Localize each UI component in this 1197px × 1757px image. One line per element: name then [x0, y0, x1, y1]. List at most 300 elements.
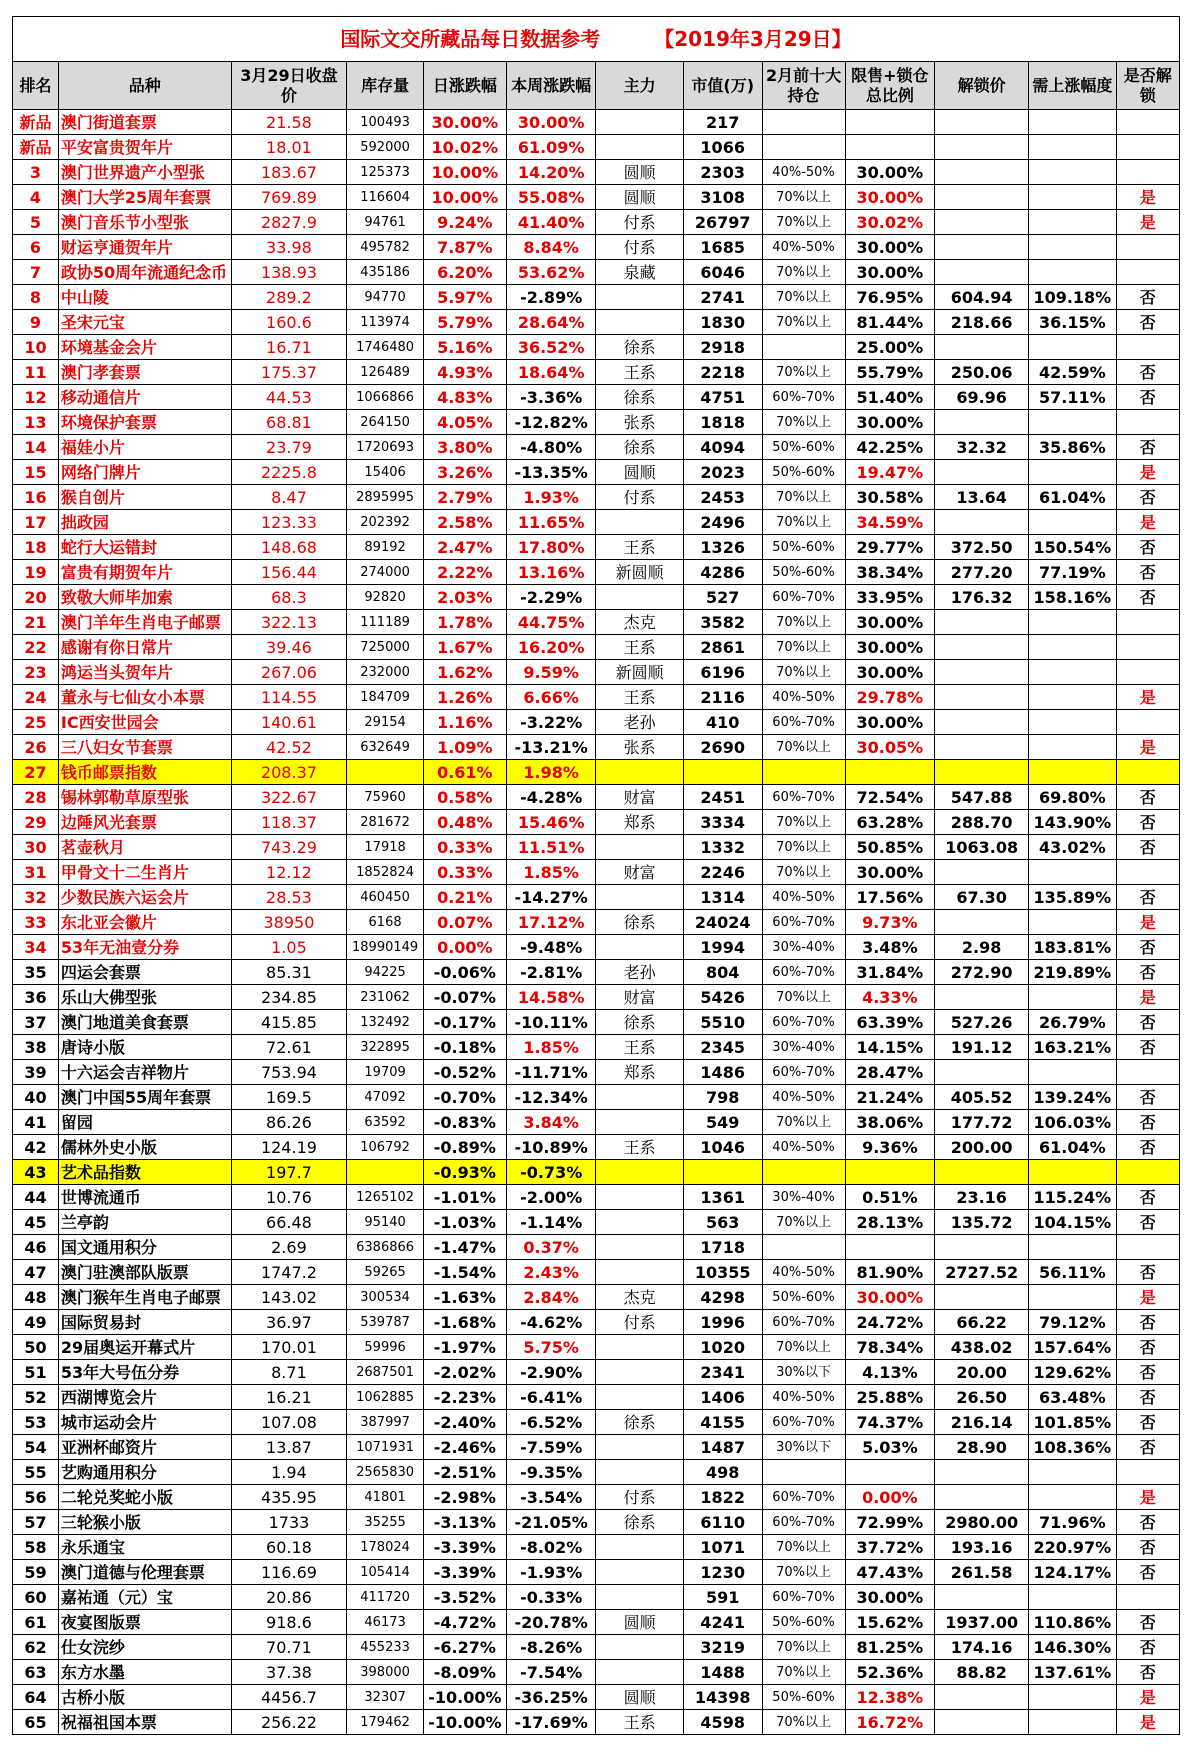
- cell-hold: 40%-50%: [762, 1135, 845, 1160]
- cell-main: [596, 1160, 683, 1185]
- cell-need: 163.21%: [1029, 1035, 1116, 1060]
- table-row: [13, 985, 1180, 1010]
- cell-ratio: 33.95%: [845, 585, 935, 610]
- cell-ratio: 30.00%: [845, 410, 935, 435]
- cell-main: [596, 1560, 683, 1585]
- cell-cap: 1314: [683, 885, 762, 910]
- column-header: 本周涨跌幅: [506, 62, 596, 110]
- cell-main: [596, 1235, 683, 1260]
- cell-name: 甲骨文十二生肖片: [58, 860, 231, 885]
- cell-main: 王系: [596, 535, 683, 560]
- cell-price: 743.29: [231, 835, 347, 860]
- cell-ratio: 30.00%: [845, 660, 935, 685]
- cell-cap: 1071: [683, 1535, 762, 1560]
- cell-hold: 60%-70%: [762, 1485, 845, 1510]
- cell-cap: 5426: [683, 985, 762, 1010]
- cell-unlocked: [1116, 760, 1179, 785]
- cell-main: 财富: [596, 860, 683, 885]
- cell-weekly: 9.59%: [506, 660, 596, 685]
- cell-stock: 387997: [347, 1410, 423, 1435]
- table-row: [13, 535, 1180, 560]
- cell-rank: 10: [13, 335, 59, 360]
- cell-name: 三八妇女节套票: [58, 735, 231, 760]
- cell-unlocked: 否: [1116, 485, 1179, 510]
- cell-main: 老孙: [596, 710, 683, 735]
- table-row: [13, 1710, 1180, 1735]
- cell-main: 郑系: [596, 1060, 683, 1085]
- table-row: [13, 210, 1180, 235]
- data-table: [12, 16, 1180, 1735]
- table-row: [13, 1635, 1180, 1660]
- cell-cap: 1718: [683, 1235, 762, 1260]
- cell-rank: 62: [13, 1635, 59, 1660]
- cell-name: 鸿运当头贺年片: [58, 660, 231, 685]
- cell-name: IC西安世园会: [58, 710, 231, 735]
- cell-stock: 1062885: [347, 1385, 423, 1410]
- cell-hold: 30%-40%: [762, 935, 845, 960]
- cell-ratio: 51.40%: [845, 385, 935, 410]
- cell-hold: 60%-70%: [762, 910, 845, 935]
- cell-rank: 53: [13, 1410, 59, 1435]
- cell-unlock: 28.90: [935, 1435, 1029, 1460]
- cell-hold: 70%以上: [762, 310, 845, 335]
- cell-rank: 20: [13, 585, 59, 610]
- cell-rank: 13: [13, 410, 59, 435]
- cell-unlocked: [1116, 710, 1179, 735]
- cell-name: 艺购通用积分: [58, 1460, 231, 1485]
- cell-daily: 5.16%: [423, 335, 506, 360]
- cell-unlocked: 否: [1116, 1385, 1179, 1410]
- cell-weekly: -20.78%: [506, 1610, 596, 1635]
- cell-main: 杰克: [596, 1285, 683, 1310]
- cell-weekly: 61.09%: [506, 135, 596, 160]
- cell-rank: 45: [13, 1210, 59, 1235]
- cell-daily: 3.26%: [423, 460, 506, 485]
- cell-hold: 30%-40%: [762, 1185, 845, 1210]
- cell-unlocked: 否: [1116, 1610, 1179, 1635]
- cell-cap: 26797: [683, 210, 762, 235]
- cell-name: 兰亭韵: [58, 1210, 231, 1235]
- cell-cap: 2218: [683, 360, 762, 385]
- cell-price: 138.93: [231, 260, 347, 285]
- table-row: [13, 335, 1180, 360]
- cell-main: 徐系: [596, 910, 683, 935]
- cell-ratio: 0.51%: [845, 1185, 935, 1210]
- cell-weekly: -21.05%: [506, 1510, 596, 1535]
- cell-name: 环境基金会片: [58, 335, 231, 360]
- table-row: [13, 685, 1180, 710]
- table-row: [13, 1360, 1180, 1385]
- cell-ratio: 74.37%: [845, 1410, 935, 1435]
- cell-ratio: 30.00%: [845, 610, 935, 635]
- cell-main: [596, 835, 683, 860]
- cell-unlocked: 否: [1116, 1260, 1179, 1285]
- cell-name: 国际贸易封: [58, 1310, 231, 1335]
- cell-daily: 2.47%: [423, 535, 506, 560]
- cell-weekly: 17.12%: [506, 910, 596, 935]
- cell-daily: 5.79%: [423, 310, 506, 335]
- cell-stock: 63592: [347, 1110, 423, 1135]
- column-header: 市值(万): [683, 62, 762, 110]
- cell-main: 泉藏: [596, 260, 683, 285]
- cell-daily: -0.17%: [423, 1010, 506, 1035]
- cell-rank: 23: [13, 660, 59, 685]
- column-header: 排名: [13, 62, 59, 110]
- cell-unlock: [935, 1160, 1029, 1185]
- cell-need: [1029, 610, 1116, 635]
- table-row: [13, 1660, 1180, 1685]
- cell-daily: 6.20%: [423, 260, 506, 285]
- column-header: 日涨跌幅: [423, 62, 506, 110]
- table-row: [13, 1135, 1180, 1160]
- cell-weekly: 3.84%: [506, 1110, 596, 1135]
- cell-daily: -1.97%: [423, 1335, 506, 1360]
- cell-rank: 60: [13, 1585, 59, 1610]
- cell-stock: 274000: [347, 560, 423, 585]
- table-row: [13, 860, 1180, 885]
- cell-unlock: [935, 135, 1029, 160]
- cell-name: 锡林郭勒草原型张: [58, 785, 231, 810]
- cell-stock: 184709: [347, 685, 423, 710]
- cell-name: 四运会套票: [58, 960, 231, 985]
- table-row: [13, 735, 1180, 760]
- cell-hold: [762, 1160, 845, 1185]
- cell-ratio: 30.58%: [845, 485, 935, 510]
- cell-hold: 70%以上: [762, 1710, 845, 1735]
- cell-rank: 16: [13, 485, 59, 510]
- cell-need: [1029, 1585, 1116, 1610]
- cell-stock: [347, 1160, 423, 1185]
- cell-ratio: 25.88%: [845, 1385, 935, 1410]
- cell-stock: 322895: [347, 1035, 423, 1060]
- cell-hold: 60%-70%: [762, 785, 845, 810]
- cell-need: 219.89%: [1029, 960, 1116, 985]
- cell-daily: -6.27%: [423, 1635, 506, 1660]
- cell-ratio: 37.72%: [845, 1535, 935, 1560]
- cell-weekly: -2.29%: [506, 585, 596, 610]
- cell-main: [596, 1435, 683, 1460]
- cell-stock: 232000: [347, 660, 423, 685]
- cell-weekly: 2.84%: [506, 1285, 596, 1310]
- cell-weekly: -3.36%: [506, 385, 596, 410]
- cell-price: 28.53: [231, 885, 347, 910]
- cell-rank: 43: [13, 1160, 59, 1185]
- cell-stock: 1265102: [347, 1185, 423, 1210]
- cell-daily: 2.79%: [423, 485, 506, 510]
- cell-rank: 63: [13, 1660, 59, 1685]
- cell-unlocked: 否: [1116, 1110, 1179, 1135]
- cell-stock: 35255: [347, 1510, 423, 1535]
- cell-unlock: 135.72: [935, 1210, 1029, 1235]
- cell-unlocked: 否: [1116, 1185, 1179, 1210]
- table-row: [13, 160, 1180, 185]
- table-row: [13, 1235, 1180, 1260]
- cell-unlocked: 否: [1116, 385, 1179, 410]
- cell-need: 104.15%: [1029, 1210, 1116, 1235]
- cell-unlock: 200.00: [935, 1135, 1029, 1160]
- cell-daily: -2.46%: [423, 1435, 506, 1460]
- cell-weekly: -0.33%: [506, 1585, 596, 1610]
- cell-stock: 300534: [347, 1285, 423, 1310]
- cell-main: 徐系: [596, 435, 683, 460]
- cell-daily: 5.97%: [423, 285, 506, 310]
- cell-hold: 60%-70%: [762, 710, 845, 735]
- cell-cap: 3219: [683, 1635, 762, 1660]
- table-row: [13, 935, 1180, 960]
- cell-unlock: 13.64: [935, 485, 1029, 510]
- column-header: 3月29日收盘价: [231, 62, 347, 110]
- cell-hold: 60%-70%: [762, 385, 845, 410]
- cell-main: 财富: [596, 985, 683, 1010]
- cell-weekly: 8.84%: [506, 235, 596, 260]
- cell-weekly: -0.73%: [506, 1160, 596, 1185]
- table-row: [13, 110, 1180, 135]
- cell-daily: -0.93%: [423, 1160, 506, 1185]
- cell-unlock: [935, 1585, 1029, 1610]
- cell-price: 1733: [231, 1510, 347, 1535]
- cell-unlocked: 否: [1116, 535, 1179, 560]
- cell-rank: 64: [13, 1685, 59, 1710]
- cell-unlock: 66.22: [935, 1310, 1029, 1335]
- cell-unlock: [935, 660, 1029, 685]
- cell-daily: 0.21%: [423, 885, 506, 910]
- cell-unlocked: 是: [1116, 510, 1179, 535]
- cell-weekly: -10.11%: [506, 1010, 596, 1035]
- cell-weekly: 5.75%: [506, 1335, 596, 1360]
- cell-hold: 70%以上: [762, 360, 845, 385]
- table-row: [13, 1185, 1180, 1210]
- cell-rank: 39: [13, 1060, 59, 1085]
- cell-price: 267.06: [231, 660, 347, 685]
- cell-stock: 15406: [347, 460, 423, 485]
- cell-rank: 46: [13, 1235, 59, 1260]
- cell-price: 1.94: [231, 1460, 347, 1485]
- cell-unlock: 32.32: [935, 435, 1029, 460]
- cell-unlocked: [1116, 635, 1179, 660]
- cell-hold: 50%-60%: [762, 535, 845, 560]
- cell-unlocked: [1116, 660, 1179, 685]
- cell-ratio: 42.25%: [845, 435, 935, 460]
- cell-unlocked: [1116, 1235, 1179, 1260]
- cell-weekly: -6.52%: [506, 1410, 596, 1435]
- cell-rank: 57: [13, 1510, 59, 1535]
- cell-main: [596, 1535, 683, 1560]
- cell-weekly: -2.81%: [506, 960, 596, 985]
- cell-cap: 2341: [683, 1360, 762, 1385]
- cell-daily: 0.61%: [423, 760, 506, 785]
- cell-weekly: -2.90%: [506, 1360, 596, 1385]
- cell-stock: 18990149: [347, 935, 423, 960]
- cell-unlock: [935, 735, 1029, 760]
- cell-hold: 50%-60%: [762, 1685, 845, 1710]
- cell-ratio: 15.62%: [845, 1610, 935, 1635]
- cell-need: [1029, 685, 1116, 710]
- cell-weekly: 11.65%: [506, 510, 596, 535]
- cell-rank: 37: [13, 1010, 59, 1035]
- cell-unlocked: [1116, 135, 1179, 160]
- cell-unlock: [935, 410, 1029, 435]
- cell-name: 圣宋元宝: [58, 310, 231, 335]
- cell-unlock: 1937.00: [935, 1610, 1029, 1635]
- table-row: [13, 510, 1180, 535]
- cell-stock: 113974: [347, 310, 423, 335]
- cell-rank: 22: [13, 635, 59, 660]
- cell-price: 769.89: [231, 185, 347, 210]
- cell-main: 新圆顺: [596, 660, 683, 685]
- cell-stock: 460450: [347, 885, 423, 910]
- cell-name: 城市运动会片: [58, 1410, 231, 1435]
- cell-daily: -2.23%: [423, 1385, 506, 1410]
- cell-hold: 70%以上: [762, 1560, 845, 1585]
- cell-price: 256.22: [231, 1710, 347, 1735]
- cell-unlock: 2727.52: [935, 1260, 1029, 1285]
- cell-unlocked: 否: [1116, 1510, 1179, 1535]
- cell-need: 43.02%: [1029, 835, 1116, 860]
- cell-unlock: 604.94: [935, 285, 1029, 310]
- cell-need: [1029, 910, 1116, 935]
- cell-hold: 50%-60%: [762, 460, 845, 485]
- cell-unlock: 20.00: [935, 1360, 1029, 1385]
- cell-main: 圆顺: [596, 160, 683, 185]
- cell-stock: 539787: [347, 1310, 423, 1335]
- cell-unlocked: 否: [1116, 1135, 1179, 1160]
- cell-name: 猴自创片: [58, 485, 231, 510]
- cell-hold: 40%-50%: [762, 235, 845, 260]
- cell-need: 36.15%: [1029, 310, 1116, 335]
- cell-rank: 41: [13, 1110, 59, 1135]
- cell-ratio: [845, 1160, 935, 1185]
- cell-stock: 94225: [347, 960, 423, 985]
- cell-need: 146.30%: [1029, 1635, 1116, 1660]
- cell-unlock: [935, 1235, 1029, 1260]
- cell-stock: 178024: [347, 1535, 423, 1560]
- cell-unlock: 191.12: [935, 1035, 1029, 1060]
- cell-need: 56.11%: [1029, 1260, 1116, 1285]
- cell-cap: 4094: [683, 435, 762, 460]
- cell-main: [596, 1660, 683, 1685]
- cell-name: 祝福祖国本票: [58, 1710, 231, 1735]
- cell-price: 123.33: [231, 510, 347, 535]
- cell-daily: 0.58%: [423, 785, 506, 810]
- cell-unlock: 250.06: [935, 360, 1029, 385]
- cell-hold: 70%以上: [762, 1535, 845, 1560]
- cell-price: 435.95: [231, 1485, 347, 1510]
- cell-daily: -0.07%: [423, 985, 506, 1010]
- cell-unlocked: [1116, 235, 1179, 260]
- cell-hold: 70%以上: [762, 510, 845, 535]
- cell-rank: 29: [13, 810, 59, 835]
- cell-unlocked: 否: [1116, 1310, 1179, 1335]
- cell-cap: 2861: [683, 635, 762, 660]
- cell-unlocked: 是: [1116, 1710, 1179, 1735]
- cell-price: 4456.7: [231, 1685, 347, 1710]
- cell-rank: 4: [13, 185, 59, 210]
- cell-main: [596, 935, 683, 960]
- cell-ratio: 81.44%: [845, 310, 935, 335]
- cell-daily: 4.93%: [423, 360, 506, 385]
- cell-cap: 1996: [683, 1310, 762, 1335]
- cell-cap: 1230: [683, 1560, 762, 1585]
- table-row: [13, 1110, 1180, 1135]
- cell-weekly: -2.89%: [506, 285, 596, 310]
- cell-main: 徐系: [596, 1510, 683, 1535]
- cell-hold: 70%以上: [762, 1110, 845, 1135]
- cell-cap: 527: [683, 585, 762, 610]
- cell-name: 二轮兑奖蛇小版: [58, 1485, 231, 1510]
- cell-rank: 40: [13, 1085, 59, 1110]
- cell-stock: [347, 760, 423, 785]
- cell-stock: 59265: [347, 1260, 423, 1285]
- cell-unlock: [935, 460, 1029, 485]
- cell-cap: 4286: [683, 560, 762, 585]
- cell-need: 108.36%: [1029, 1435, 1116, 1460]
- table-row: [13, 635, 1180, 660]
- cell-weekly: 1.93%: [506, 485, 596, 510]
- cell-weekly: -1.14%: [506, 1210, 596, 1235]
- cell-weekly: 41.40%: [506, 210, 596, 235]
- table-row: [13, 410, 1180, 435]
- cell-ratio: [845, 135, 935, 160]
- cell-cap: 1020: [683, 1335, 762, 1360]
- column-header: 限售+锁仓总比例: [845, 62, 935, 110]
- cell-rank: 42: [13, 1135, 59, 1160]
- cell-unlock: 216.14: [935, 1410, 1029, 1435]
- table-row: [13, 185, 1180, 210]
- cell-price: 2225.8: [231, 460, 347, 485]
- cell-weekly: -12.34%: [506, 1085, 596, 1110]
- cell-name: 澳门大学25周年套票: [58, 185, 231, 210]
- cell-hold: 60%-70%: [762, 585, 845, 610]
- cell-stock: 2895995: [347, 485, 423, 510]
- cell-daily: -3.52%: [423, 1585, 506, 1610]
- table-row: [13, 360, 1180, 385]
- cell-daily: -1.54%: [423, 1260, 506, 1285]
- cell-ratio: [845, 1235, 935, 1260]
- cell-stock: 632649: [347, 735, 423, 760]
- cell-daily: 10.02%: [423, 135, 506, 160]
- cell-ratio: 30.02%: [845, 210, 935, 235]
- cell-ratio: 55.79%: [845, 360, 935, 385]
- cell-daily: 10.00%: [423, 160, 506, 185]
- cell-stock: 111189: [347, 610, 423, 635]
- cell-hold: 70%以上: [762, 1335, 845, 1360]
- cell-price: 18.01: [231, 135, 347, 160]
- cell-daily: 1.78%: [423, 610, 506, 635]
- cell-main: 圆顺: [596, 185, 683, 210]
- cell-weekly: 6.66%: [506, 685, 596, 710]
- cell-hold: 70%以上: [762, 810, 845, 835]
- cell-need: 135.89%: [1029, 885, 1116, 910]
- cell-rank: 27: [13, 760, 59, 785]
- cell-price: 20.86: [231, 1585, 347, 1610]
- cell-rank: 11: [13, 360, 59, 385]
- cell-need: 79.12%: [1029, 1310, 1116, 1335]
- cell-unlocked: 是: [1116, 910, 1179, 935]
- table-row: [13, 435, 1180, 460]
- cell-need: [1029, 510, 1116, 535]
- cell-need: 35.86%: [1029, 435, 1116, 460]
- cell-unlock: 288.70: [935, 810, 1029, 835]
- cell-unlocked: 否: [1116, 1410, 1179, 1435]
- cell-name: 澳门音乐节小型张: [58, 210, 231, 235]
- cell-price: 234.85: [231, 985, 347, 1010]
- cell-unlock: 527.26: [935, 1010, 1029, 1035]
- table-row: [13, 660, 1180, 685]
- cell-ratio: 72.54%: [845, 785, 935, 810]
- cell-stock: 1066866: [347, 385, 423, 410]
- cell-daily: -1.63%: [423, 1285, 506, 1310]
- column-header: 是否解锁: [1116, 62, 1179, 110]
